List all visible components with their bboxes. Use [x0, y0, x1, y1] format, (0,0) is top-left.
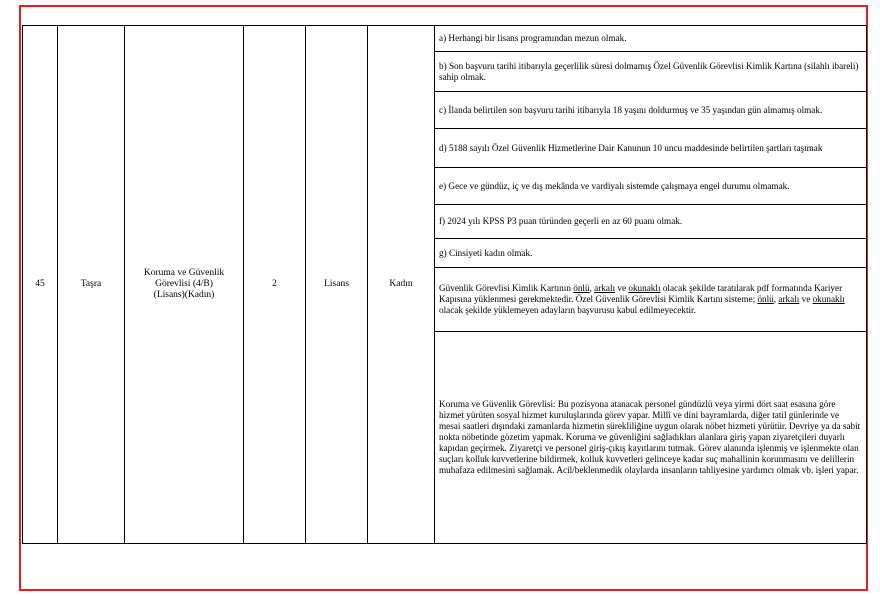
- requirement-a: a) Herhangi bir lisans programından mezun olmak.: [435, 26, 867, 52]
- note-back-2: arkalı: [778, 294, 800, 304]
- education-level: Lisans: [306, 26, 368, 544]
- id-card-note: [435, 268, 867, 332]
- position-count: 2: [244, 26, 306, 544]
- note-text-4: olacak şekilde taratılarak pdf formatında Kariyer Kapısına yüklenmesi gerekmektedir. Özel Güvenlik Görevlisi Kimlik Kartını sisteme;: [439, 283, 843, 304]
- row-number: 45: [23, 26, 58, 544]
- note-text-7: olacak şekilde yüklemeyen adayların başvurusu kabul edilmeyecektir.: [439, 305, 696, 315]
- note-text-2: ,: [589, 283, 595, 293]
- gender-cell: Kadın: [368, 26, 435, 544]
- note-text-5: ,: [773, 294, 779, 304]
- requirement-b: b) Son başvuru tarihi itibarıyla geçerlilik süresi dolmamış Özel Güvenlik Görevlisi Kimlik Kartına (silahlı ibareli) sahip olmak.: [435, 52, 867, 92]
- unit-cell: Taşra: [58, 26, 125, 544]
- requirement-c: c) İlanda belirtilen son başvuru tarihi itibarıyla 18 yaşını doldurmuş ve 35 yaşından gün almamış olmak.: [435, 92, 867, 129]
- requirement-f: f) 2024 yılı KPSS P3 puan türünden geçerli en az 60 puanı olmak.: [435, 205, 867, 239]
- note-front-2: önlü: [757, 294, 774, 304]
- job-description: [435, 332, 867, 544]
- note-legible-1: okunaklı: [628, 283, 661, 293]
- job-description-text: Koruma ve Güvenlik Görevlisi: Bu pozisyona atanacak personel gündüzlü veya yirmi dört saat esasına göre hizmet yürüten sosyal hizmet kuruluşlarında görev yapar. Millî ve dini bayramlarda, diğer tatil günlerinde ve mesai saatleri dışındaki zamanlarda hizmetin sürekliliğine uygun olarak nöbet hizmeti yürütür. Devriye ya da sabit nokta nöbetinde gözetim yapmak. Koruma ve güvenliğini sağladıkları alanlara giriş yapan ziyaretçileri duyarlı kapıdan geçirmek. Ziyaretçi ve personel giriş-çıkış kayıtlarını tutmak. Görev alanında işlenmiş ve işlenmekte olan suçları kolluk kuvvetlerine bildirmek, kolluk kuvvetleri gelinceye kadar suç mahallinin korunmasını ve delillerin muhafaza edilmesini sağlamak. Acil/beklenmedik olaylarda insanların tahliyesine yardımcı olmak vb. işleri yapar.: [439, 399, 861, 475]
- note-front-1: önlü: [573, 283, 590, 293]
- position-title-text: Koruma ve Güvenlik Görevlisi (4/B) (Lisans)(Kadın): [143, 268, 225, 300]
- note-back-1: arkalı: [594, 283, 616, 293]
- note-legible-2: okunaklı: [812, 294, 845, 304]
- note-text-6: ve: [799, 294, 813, 304]
- note-text-1: Güvenlik Görevlisi Kimlik Kartının: [439, 283, 574, 293]
- requirement-d: d) 5188 sayılı Özel Güvenlik Hizmetlerine Dair Kanunun 10 uncu maddesinde belirtilen şartları taşımak: [435, 129, 867, 168]
- requirement-e: e) Gece ve gündüz, iç ve dış mekânda ve vardiyalı sistemde çalışmaya engel durumu olmamak.: [435, 168, 867, 205]
- note-text-3: ve: [615, 283, 629, 293]
- requirement-g: g) Cinsiyeti kadın olmak.: [435, 239, 867, 268]
- job-posting-table: [22, 25, 867, 544]
- position-title: [125, 26, 244, 544]
